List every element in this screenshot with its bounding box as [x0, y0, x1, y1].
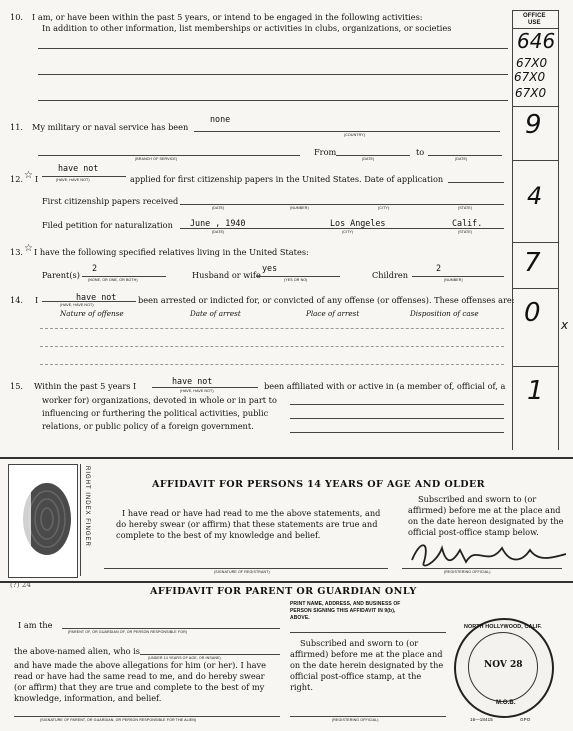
item12-petition: Filed petition for naturalization [42, 220, 173, 230]
item12-date-note-b: (DATE) [212, 230, 225, 234]
item14-number: 14. [10, 295, 24, 305]
item12-i: I [35, 174, 39, 184]
parent-body-2: read or have had the same read to me, and do hereby swear [14, 671, 265, 681]
item14-have-note: (HAVE, HAVE NOT) [60, 303, 94, 307]
item14-col-date: Date of arrest [190, 309, 241, 318]
item10-line-2 [38, 74, 508, 75]
parent-body-3: (or affirm) that they are true and complete to the best of my [14, 682, 265, 692]
item14-i: I [35, 295, 39, 305]
parent-age-line [140, 654, 280, 655]
parent-official-note: (REGISTERING OFFICIAL) [332, 718, 379, 722]
parent-alien: the above-named alien, who is [14, 646, 140, 656]
postmark-top: NORTH HOLLYWOOD, CALIF. [464, 624, 542, 630]
parent-sub-4: official post-office stamp, at the [290, 671, 422, 681]
item15-line-4: relations, or public policy of a foreign government. [42, 421, 254, 431]
section-divider-2 [0, 581, 573, 583]
item13-text: I have the following specified relatives living in the United States: [34, 247, 309, 257]
office-use-label: OFFICE [523, 13, 546, 19]
form-number: 16—18415 [470, 717, 493, 722]
item13-spouse-note: (YES OR NO) [284, 278, 308, 282]
fingerprint-image [9, 465, 77, 577]
item11-to-line [428, 155, 502, 156]
item11-from: From [314, 147, 337, 157]
item13-parents-note: (NONE, OR ONE, OR BOTH) [88, 278, 138, 282]
parent-sub-3: on the date herein designated by the [290, 660, 444, 670]
item12-state-note-b: (STATE) [458, 230, 473, 234]
item11-branch-line [38, 155, 300, 156]
item15-text-b: been affiliated with or active in (a member of, official of, a [264, 381, 506, 391]
item10-line-1 [38, 48, 508, 49]
item13-children-note: (NUMBER) [444, 278, 463, 282]
item12-star: ☆ [24, 170, 33, 181]
item12-number: 12. [10, 174, 24, 184]
item10-text: I am, or have been within the past 5 years, or intend to be engaged in the following activities: [32, 12, 423, 22]
parent-sub-5: right. [290, 682, 313, 692]
item12-city-note-b: (CITY) [342, 230, 354, 234]
office-column-border-right [558, 10, 559, 450]
item14-row-2 [40, 346, 504, 347]
office-code-11: 9 [525, 110, 542, 140]
item15-value: have not [172, 376, 213, 386]
parent-body-1: and have made the above allegations for him (or her). I have [14, 660, 266, 670]
item15-answer-line-2 [290, 418, 504, 419]
fingerprint-box [8, 464, 78, 578]
item12-have-line [42, 176, 126, 177]
item14-col-disposition: Disposition of case [410, 309, 479, 318]
print-name-2: PERSON SIGNING THIS AFFIDAVIT IN 9(b), [290, 608, 396, 614]
item12-state-note: (STATE) [458, 206, 473, 210]
item11-date2: (DATE) [455, 157, 468, 161]
parent-relation-line [62, 628, 280, 629]
item11-branch-note: (BRANCH OF SERVICE) [135, 157, 178, 161]
item15-have-line [152, 387, 258, 388]
item13-number: 13. [10, 247, 24, 257]
item12-city-note: (CITY) [378, 206, 390, 210]
item11-date1: (DATE) [362, 157, 375, 161]
item13-children-line [412, 276, 504, 277]
postmark-bottom: M.O.B. [496, 700, 516, 706]
office-mark-1: 646 [517, 29, 556, 53]
item13-parents-label: Parent(s) [42, 270, 80, 280]
office-use-label-2: USE [528, 20, 541, 26]
gpo-mark: GPO [520, 717, 531, 722]
item14-col-nature: Nature of offense [60, 309, 124, 318]
margin-scribble: (?) 24 [10, 580, 31, 589]
finger-divider [80, 464, 81, 576]
office-mark-3: 67X0 [514, 70, 546, 84]
affidavit14-title: AFFIDAVIT FOR PERSONS 14 YEARS OF AGE AND OLDER [152, 479, 486, 490]
item12-petition-city: Los Angeles [330, 218, 386, 228]
office-mark-2: 67X0 [516, 56, 548, 70]
parent-relation-note: (PARENT OF, OR GUARDIAN OF, OR PERSON RESPONSIBLE FOR) [68, 630, 188, 634]
item12-application-line [448, 182, 504, 183]
item10-number: 10. [10, 12, 24, 22]
item12-petition-date: June , 1940 [190, 218, 246, 228]
parent-sub-1: Subscribed and sworn to (or [300, 638, 419, 648]
affidavit14-sub-3: on the date hereon designated by the [408, 516, 564, 526]
finger-label: RIGHT INDEX FINGER [84, 466, 90, 547]
item12-petition-state: Calif. [452, 218, 483, 228]
office-code-13: 7 [524, 248, 541, 278]
item14-text: been arrested or indicted for, or convicted of any offense (or offenses). These offenses are: [138, 295, 515, 305]
item11-line [194, 131, 500, 132]
item12-text: applied for first citizenship papers in the United States. Date of application [130, 174, 444, 184]
item11-to: to [416, 147, 425, 157]
item12-number-note: (NUMBER) [290, 206, 309, 210]
item15-number: 15. [10, 381, 24, 391]
office-mark-4: 67X0 [515, 86, 547, 100]
item15-line-3: influencing or furthering the political activities, public [42, 408, 269, 418]
item12-petition-line [180, 228, 504, 229]
affidavit14-sub-4: official post-office stamp below. [408, 527, 539, 537]
item15-text-a: Within the past 5 years I [34, 381, 137, 391]
office-column-top [512, 10, 558, 11]
item13-spouse-label: Husband or wife [192, 270, 261, 280]
item10-text-2: In addition to other information, list memberships or activities in clubs, organizations, or societies [42, 23, 452, 33]
item11-country-note: (COUNTRY) [344, 133, 365, 137]
item13-children-label: Children [372, 270, 409, 280]
item11-number: 11. [10, 122, 24, 132]
item12-have-note: (HAVE, HAVE NOT) [56, 178, 90, 182]
official-signature-note: (REGISTERING OFFICIAL) [444, 570, 491, 574]
office-code-15: 1 [527, 376, 544, 406]
parent-signature-line [14, 716, 280, 717]
section-divider-1 [0, 457, 573, 459]
office-rule-5 [512, 366, 558, 367]
parent-body-4: knowledge, information, and belief. [14, 693, 162, 703]
item13-children-value: 2 [436, 263, 442, 273]
item13-parents-value: 2 [92, 263, 98, 273]
office-column-border-left [512, 10, 513, 450]
item11-text: My military or naval service has been [32, 122, 189, 132]
item14-col-place: Place of arrest [306, 309, 360, 318]
registrant-signature-note: (SIGNATURE OF REGISTRANT) [214, 570, 270, 574]
item13-spouse-value: yes [262, 263, 278, 273]
office-code-12: 4 [527, 182, 543, 210]
item15-answer-line-3 [290, 432, 504, 433]
item12-value: have not [58, 163, 99, 173]
affidavit14-sub-2: affirmed) before me at the place and [408, 505, 561, 515]
office-rule-1 [512, 106, 558, 107]
affidavit-parent-title: AFFIDAVIT FOR PARENT OR GUARDIAN ONLY [150, 586, 417, 597]
parent-signature-note: (SIGNATURE OF PARENT, OR GUARDIAN, OR PERSON RESPONSIBLE FOR THE ALIEN) [40, 718, 197, 722]
item15-line-2: worker for) organizations, devoted in whole or in part to [42, 395, 277, 405]
item13-star: ☆ [24, 243, 33, 254]
item14-have-line [42, 301, 136, 302]
office-rule-4 [512, 288, 558, 289]
parent-sub-2: affirmed) before me at the place and [290, 649, 443, 659]
side-x-mark: x [561, 318, 569, 332]
parent-age-note: (UNDER 14 YEARS OF AGE, OR INSANE) [148, 656, 221, 660]
affidavit14-sub-1: Subscribed and sworn to (or [418, 494, 537, 504]
print-line [290, 632, 446, 633]
item14-row-1 [40, 328, 504, 329]
postmark-stamp [454, 618, 554, 718]
parent-official-line [290, 716, 446, 717]
affidavit14-body-2: do hereby swear (or affirm) that these statements are true and [116, 519, 378, 529]
item15-answer-line-1 [290, 404, 504, 405]
item14-row-3 [40, 364, 504, 365]
item10-line-3 [38, 100, 508, 101]
item12-first-line [180, 204, 504, 205]
official-signature-line [402, 568, 562, 569]
office-rule-2 [512, 160, 558, 161]
item15-have-note: (HAVE, HAVE NOT) [180, 389, 214, 393]
item12-first-papers: First citizenship papers received [42, 196, 179, 206]
item14-value: have not [76, 292, 117, 302]
print-name-3: ABOVE. [290, 615, 310, 621]
item12-date-note: (DATE) [212, 206, 225, 210]
item13-spouse-line [256, 276, 340, 277]
print-name-1: PRINT NAME, ADDRESS, AND BUSINESS OF [290, 601, 401, 607]
registrant-signature-line [104, 568, 388, 569]
item11-value: none [210, 114, 231, 124]
office-code-14: 0 [524, 298, 541, 328]
affidavit14-body-3: complete to the best of my knowledge and belief. [116, 530, 321, 540]
affidavit14-body-1: I have read or have had read to me the above statements, and [122, 508, 381, 518]
postmark-date: NOV 28 [484, 660, 523, 670]
item13-parents-line [82, 276, 166, 277]
office-rule-3 [512, 242, 558, 243]
parent-iam: I am the [18, 620, 53, 630]
item11-from-line [336, 155, 410, 156]
